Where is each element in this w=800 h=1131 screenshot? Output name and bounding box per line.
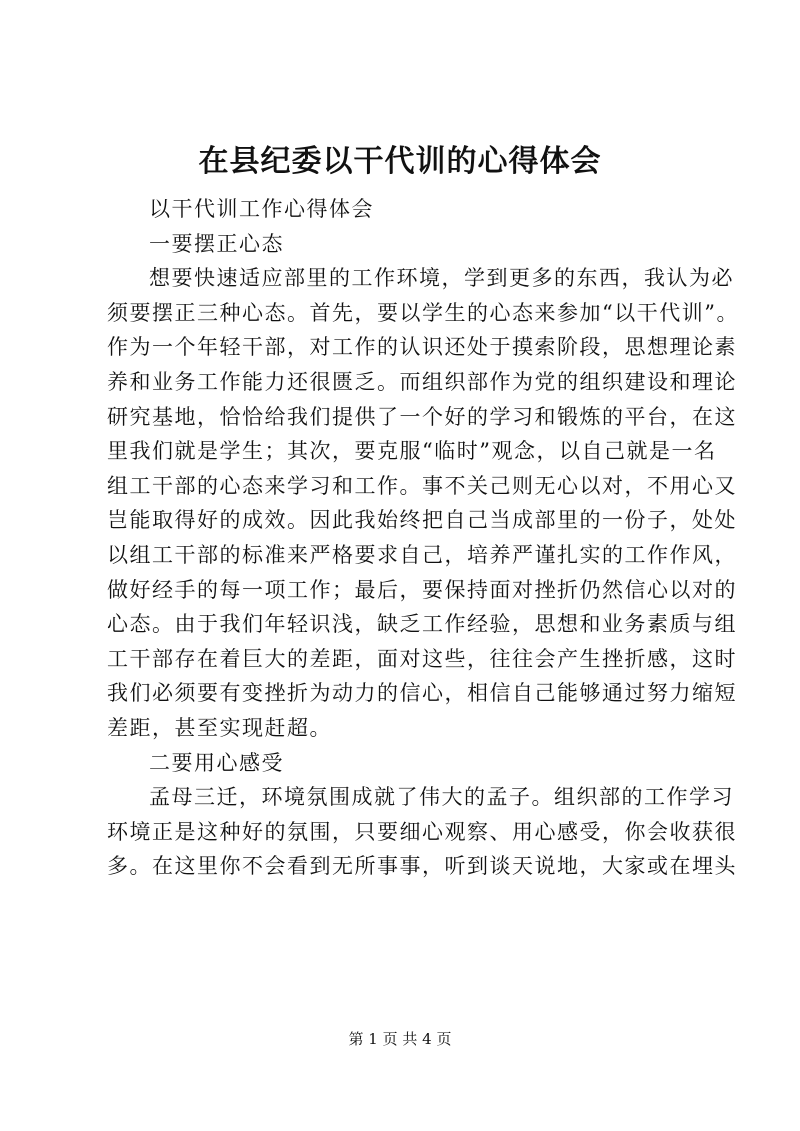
document-body — [107, 192, 739, 884]
text-line: 心态。由于我们年轻识浅，缺乏工作经验，思想和业务素质与组 — [107, 612, 737, 637]
text-line: 组工干部的心态来学习和工作。事不关己则无心以对，不用心又 — [107, 473, 737, 498]
text-line: 作为一个年轻干部，对工作的认识还处于摸索阶段，思想理论素 — [107, 335, 737, 360]
text-line: 差距，甚至实现赶超。 — [107, 715, 332, 740]
text-line: 二要用心感受 — [149, 750, 284, 775]
text-line: 做好经手的每一项工作；最后，要保持面对挫折仍然信心以对的 — [107, 577, 737, 602]
text-line: 须要摆正三种心态。首先，要以学生的心态来参加“以干代训”。 — [107, 300, 739, 325]
text-line: 我们必须要有变挫折为动力的信心，相信自己能够通过努力缩短 — [107, 681, 737, 706]
text-line: 养和业务工作能力还很匮乏。而组织部作为党的组织建设和理论 — [107, 369, 737, 394]
text-line: 以干代训工作心得体会 — [149, 197, 374, 221]
text-line: 以组工干部的标准来严格要求自己，培养严谨扎实的工作作风， — [107, 542, 737, 567]
text-line: 环境正是这种好的氛围，只要细心观察、用心感受，你会收获很 — [107, 819, 737, 844]
text-line: 研究基地，恰恰给我们提供了一个好的学习和锻炼的平台，在这 — [107, 404, 737, 429]
text-line: 多。在这里你不会看到无所事事，听到谈天说地，大家或在埋头 — [107, 854, 737, 879]
text-line: 孟母三迁，环境氛围成就了伟大的孟子。组织部的工作学习 — [149, 785, 734, 810]
text-line: 里我们就是学生；其次，要克服“临时”观念，以自己就是一名 — [107, 439, 717, 464]
text-line: 想要快速适应部里的工作环境，学到更多的东西，我认为必 — [149, 266, 734, 291]
text-line: 工干部存在着巨大的差距，面对这些，往往会产生挫折感，这时 — [107, 646, 737, 671]
text-line: 一要摆正心态 — [149, 231, 284, 256]
page-footer: 第 1 页 共 4 页 — [348, 1030, 452, 1048]
document-title: 在县纪委以干代训的心得体会 — [198, 144, 602, 179]
text-line: 岂能取得好的成效。因此我始终把自己当成部里的一份子，处处 — [107, 508, 737, 533]
